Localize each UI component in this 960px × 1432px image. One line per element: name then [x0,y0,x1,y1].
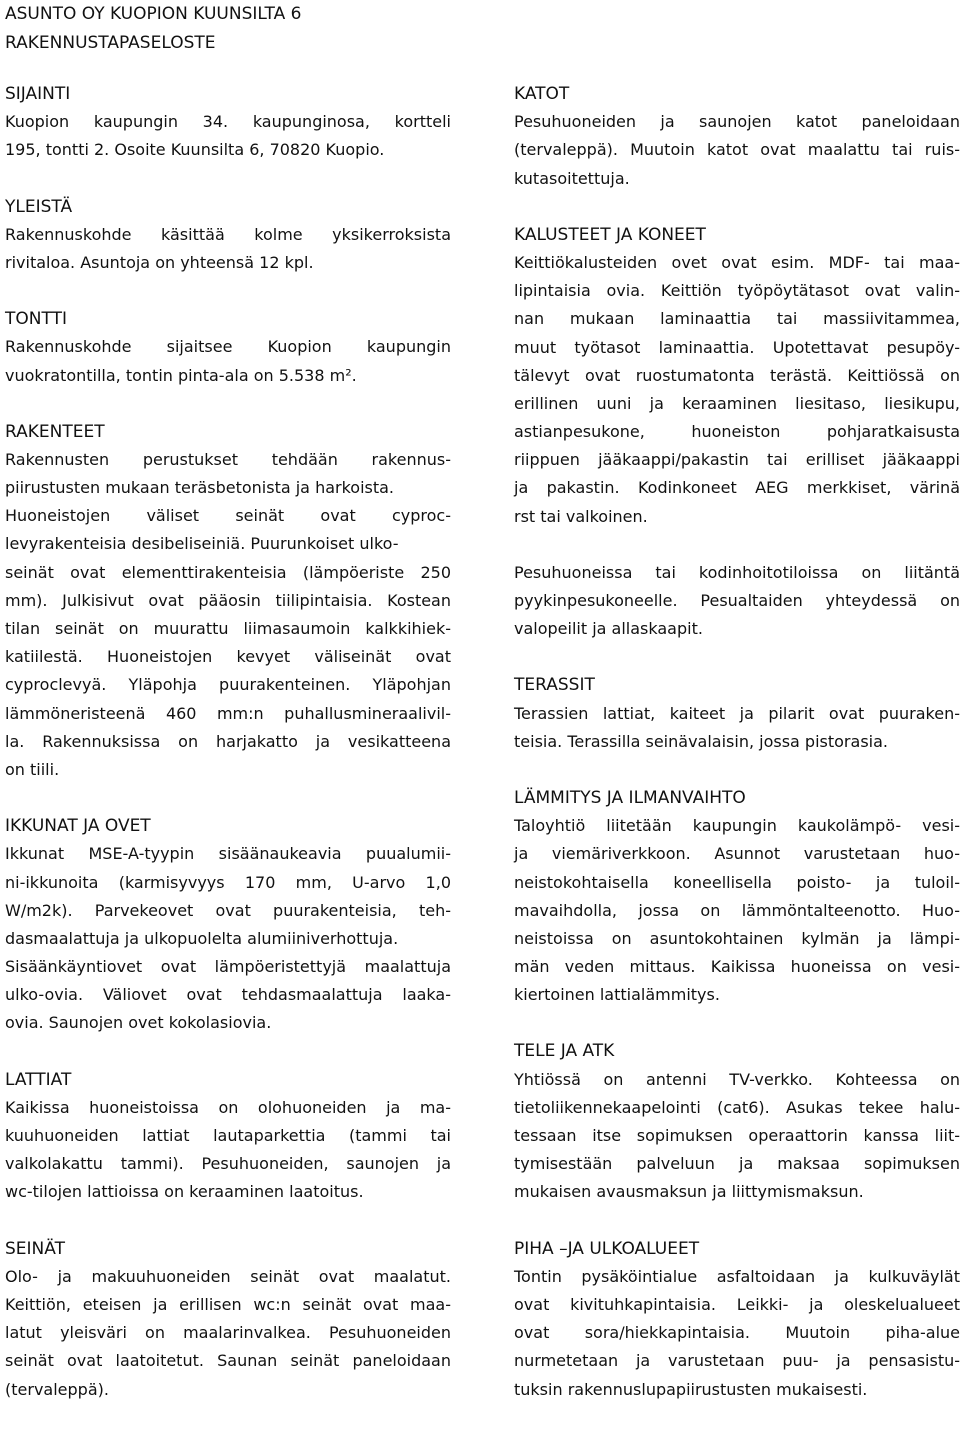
section [514,559,960,644]
section [5,80,451,165]
text-line: ovia. Saunojen ovet kokolasiovia. [5,1013,272,1033]
text-line: neistokohtaisella koneellisella poisto- ja tuloil- [514,872,960,892]
text-line: mukaisen avausmaksun ja liittymismaksun. [514,1182,864,1202]
section [514,1235,960,1404]
text-line: pyykinpesukoneelle. Pesualtaiden yhteydessä on [514,591,960,610]
text-line: Huoneistojen väliset seinät ovat cyproc- [5,506,451,526]
section-heading: SIJAINTI [5,84,71,104]
text-line: ni-ikkunoita (karmisyvyys 170 mm, U-arvo 1,0 [5,872,451,892]
section [5,305,451,390]
text-line: on tiili. [5,759,60,779]
text-line: mm). Julkisivut ovat pääosin tiilipintaisia. Kostean [5,590,451,610]
section-heading: RAKENTEET [5,421,105,442]
section-heading: TERASSIT [514,675,595,696]
text-line: dasmaalattuja ja ulkopuolelta alumiiniverhottuja. [5,928,399,948]
section [514,671,960,756]
section-heading: SEINÄT [5,1238,65,1259]
text-line: Tontin pysäköintialue asfaltoidaan ja kulkuväylät [514,1266,960,1286]
text-line: nan mukaan laminaattia tai massiivitammea, [514,309,960,329]
text-line: wc-tilojen lattioissa on keraaminen laatoitus. [5,1182,364,1202]
text-line: Ikkunat MSE-A-tyypin sisäänaukeavia puualumii- [5,844,451,864]
text-line: 195, tontti 2. Osoite Kuunsilta 6, 70820 Kuopio. [5,140,385,160]
text-line: tuksin rakennuslupapiirustusten mukaisesti. [514,1379,868,1399]
text-line: riippuen jääkaappi/pakastin tai erilliset jääkaappi [514,450,960,470]
text-line: lämmöneristeenä 460 mm:n puhallusmineraalivil- [5,703,451,723]
text-line: ja viemäriverkkoon. Asunnot varustetaan huo- [514,844,960,864]
text-line: ovat kivituhkapintaisia. Leikki- ja oleskelualueet [514,1294,960,1314]
text-line: W/m2k). Parvekeovet ovat puurakenteisia, teh- [5,900,451,920]
section-heading: KATOT [514,84,570,104]
text-line: seinät ovat elementtirakenteisia (lämpöeriste 250 [5,562,451,582]
section-heading: IKKUNAT JA OVET [5,816,151,837]
text-line: piirustusten mukaan teräsbetonista ja harkoista. [5,478,395,498]
text-line: Olo- ja makuuhuoneiden seinät ovat maalatut. [5,1266,451,1286]
section [514,221,960,531]
text-line: ulko-ovia. Väliovet ovat tehdasmaalattuja laaka- [5,985,451,1005]
section [5,1066,451,1207]
text-line: Sisäänkäyntiovet ovat lämpöeristettyjä maalattuja [5,957,451,977]
text-line: ja pakastin. Kodinkoneet AEG merkkiset, värinä [514,478,960,498]
text-line: tymisestään palveluun ja maksaa sopimuksen [514,1154,960,1174]
text-line: katiilestä. Huoneistojen kevyet väliseinät ovat [5,647,451,667]
document-subtitle: RAKENNUSTAPASELOSTE [5,33,216,53]
text-line: Kuopion kaupungin 34. kaupunginosa, kortteli [5,112,451,132]
text-line: valopeilit ja allaskaapit. [514,619,703,639]
text-line: Kaikissa huoneistoissa on olohuoneiden ja ma- [5,1097,451,1117]
text-line: neistoissa on asuntokohtainen kylmän ja lämpi- [514,928,960,948]
text-line: (tervaleppä). [5,1379,109,1399]
text-line: rivitaloa. Asuntoja on yhteensä 12 kpl. [5,252,314,272]
text-line: cyproclevyä. Yläpohja puurakenteinen. Yläpohjan [5,675,451,695]
text-line: nurmetetaan ja varustetaan puu- ja pensasistu- [514,1351,960,1371]
text-line: latut yleisväri on maalarinvalkea. Pesuhuoneiden [5,1323,451,1343]
section-heading: KALUSTEET JA KONEET [514,224,706,245]
text-line: rst tai valkoinen. [514,506,648,526]
section [5,418,451,784]
text-line: kutasoitettuja. [514,168,630,188]
text-line: la. Rakennuksissa on harjakatto ja vesikatteena [5,731,451,751]
text-line: tietoliikennekaapelointi (cat6). Asukas tekee halu- [514,1097,960,1117]
text-line: ovat sora/hiekkapintaisia. Muutoin piha-alue [514,1323,960,1343]
text-line: män veden mittaus. Kaikissa huoneissa on vesi- [514,957,960,977]
section [514,1037,960,1206]
section-heading: YLEISTÄ [5,196,73,217]
text-line: lipintaisia ovia. Keittiön työpöytätasot ovat valin- [514,281,960,301]
text-line: Rakennuskohde käsittää kolme yksikerroksista [5,224,451,244]
text-line: seinät ovat laatoitetut. Saunan seinät paneloidaan [5,1351,451,1371]
section [5,193,451,278]
text-line: muut työtasot laminaattia. Upotettavat pesupöy- [514,337,960,357]
text-line: Rakennusten perustukset tehdään rakennus- [5,449,451,469]
text-line: Yhtiössä on antenni TV-verkko. Kohteessa on [514,1069,960,1089]
text-line: teisia. Terassilla seinävalaisin, jossa pistorasia. [514,731,888,751]
text-line: Pesuhuoneiden ja saunojen katot paneloidaan [514,112,960,132]
section-heading: TELE JA ATK [514,1041,615,1062]
section-heading: TONTTI [5,309,67,330]
section-heading: LATTIAT [5,1069,72,1090]
text-line: kiertoinen lattialämmitys. [514,985,720,1005]
text-line: erillinen uuni ja keraaminen liesitaso, liesikupu, [514,393,960,413]
section [5,812,451,1038]
section-heading: PIHA –JA ULKOALUEET [514,1238,700,1259]
text-line: astianpesukone, huoneiston pohjaratkaisusta [514,422,960,442]
section-heading: LÄMMITYS JA ILMANVAIHTO [514,787,746,808]
section [5,1235,451,1404]
text-line: Keittiökalusteiden ovet ovat esim. MDF- tai maa- [514,252,960,272]
text-line: kuuhuoneiden lattiat lautaparkettia (tammi tai [5,1126,451,1145]
document-header [5,0,301,58]
text-line: tälevyt ovat ruostumatonta terästä. Keittiössä on [514,365,960,385]
section [514,80,960,193]
text-line: (tervaleppä). Muutoin katot ovat maalattu tai ruis- [514,140,960,160]
left-column [5,80,451,1432]
text-line: Pesuhuoneissa tai kodinhoitotiloissa on liitäntä [514,562,960,582]
text-line: tessaan itse sopimuksen operaattorin kanssa liit- [514,1126,960,1145]
document-title: ASUNTO OY KUOPION KUUNSILTA 6 [5,4,302,24]
text-line: Rakennuskohde sijaitsee Kuopion kaupungin [5,337,451,357]
text-line: tilan seinät on muurattu liimasaumoin kalkkihiek- [5,619,451,638]
text-line: mavaihdolla, jossa on lämmöntalteenotto. Huo- [514,900,960,920]
text-line: Terassien lattiat, kaiteet ja pilarit ovat puuraken- [514,703,960,723]
text-line: Keittiön, eteisen ja erillisen wc:n seinät ovat maa- [5,1294,451,1314]
text-line: levyrakenteisia desibeliseiniä. Puurunkoiset ulko- [5,534,399,554]
right-column [514,80,960,1432]
section [514,784,960,1010]
text-line: Taloyhtiö liitetään kaupungin kaukolämpö- vesi- [514,816,960,836]
text-line: vuokratontilla, tontin pinta-ala on 5.538 m². [5,365,357,385]
text-line: valkolakattu tammi). Pesuhuoneiden, saunojen ja [5,1154,451,1174]
